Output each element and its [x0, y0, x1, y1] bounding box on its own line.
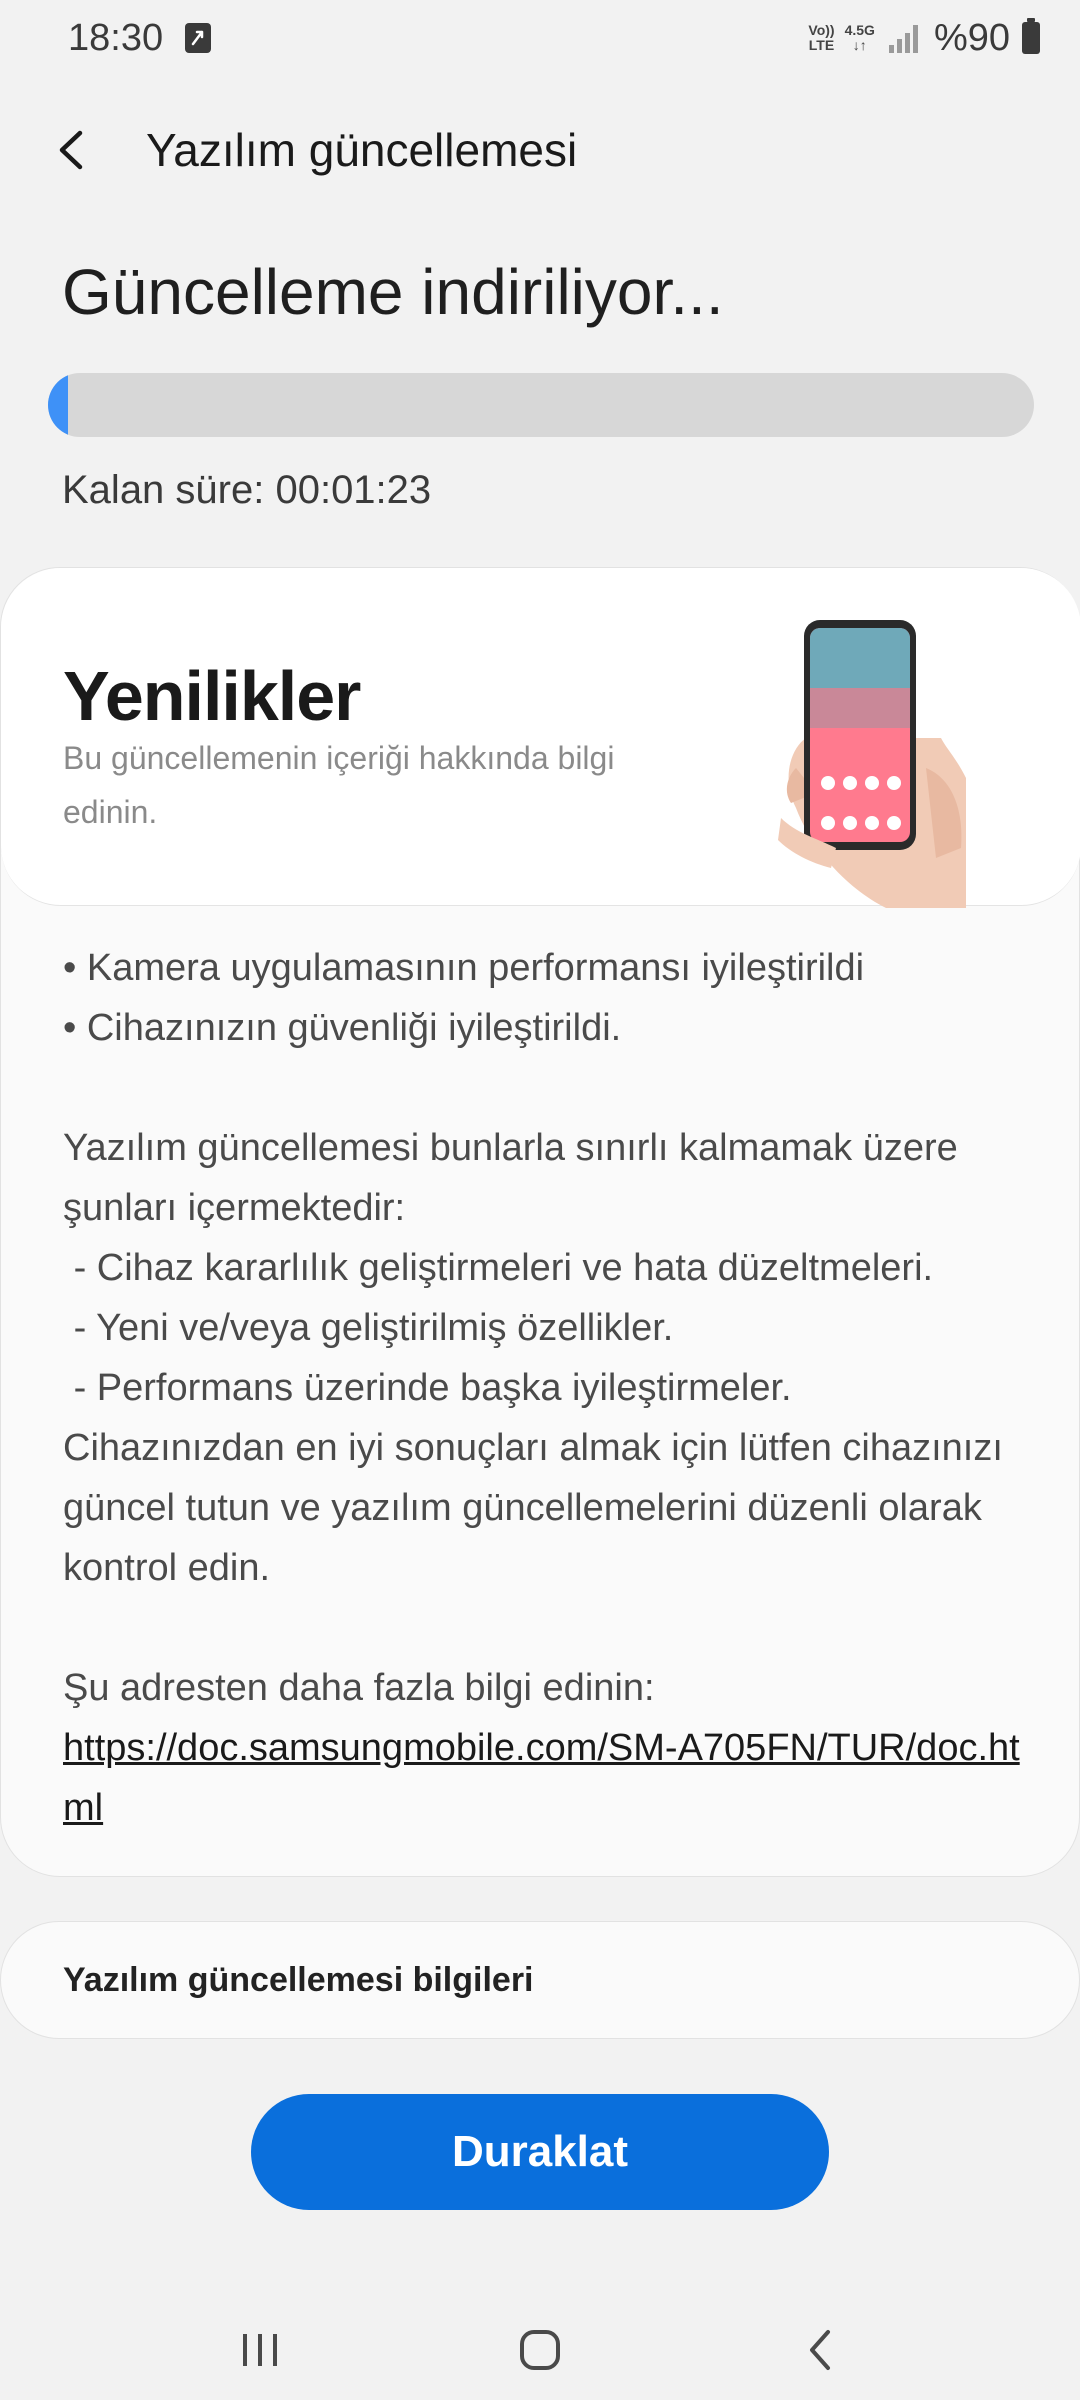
network-icon: 4.5G ↓↑: [844, 22, 875, 53]
phone-in-hand-illustration: [776, 618, 966, 908]
home-icon: [516, 2326, 564, 2374]
nav-back-button[interactable]: [760, 2310, 880, 2390]
release-note-line: Cihazınızdan en iyi sonuçları almak için lütfen cihazınızı güncel tutun ve yazılım güncellemelerini düzenli olarak kontrol edin.: [63, 1427, 1014, 1589]
whats-new-header: [1, 568, 1080, 906]
status-bar: [0, 0, 1080, 76]
pause-button[interactable]: [251, 2094, 829, 2210]
release-note-line: - Performans üzerinde başka iyileştirmeler.: [63, 1367, 792, 1409]
whats-new-card: [0, 567, 1080, 1877]
signal-icon: [889, 23, 918, 53]
app-header: [0, 110, 1080, 190]
software-update-info-row[interactable]: [0, 1921, 1080, 2039]
status-left: [68, 17, 211, 60]
more-info-link[interactable]: https://doc.samsungmobile.com/SM-A705FN/TUR/doc.html: [63, 1727, 1020, 1829]
release-note-line: Şu adresten daha fazla bilgi edinin:: [63, 1667, 655, 1709]
navigation-bar: [0, 2300, 1080, 2400]
release-note-line: - Cihaz kararlılık geliştirmeleri ve hata düzeltmeleri.: [63, 1247, 934, 1289]
release-note-line: • Cihazınızın güvenliği iyileştirildi.: [63, 1007, 622, 1049]
volte-icon: Vo)) LTE: [808, 22, 835, 53]
whats-new-heading: Yenilikler: [63, 657, 361, 735]
download-title: Güncelleme indiriliyor...: [62, 256, 724, 328]
release-note-line: Yazılım güncellemesi bunlarla sınırlı kalmamak üzere şunları içermektedir:: [63, 1127, 969, 1229]
download-progress-fill: [48, 373, 68, 437]
status-right: [808, 17, 1040, 60]
recents-button[interactable]: [200, 2310, 320, 2390]
spacer: [63, 1058, 1033, 1118]
back-arrow-icon: [52, 125, 92, 175]
release-note-line: - Yeni ve/veya geliştirilmiş özellikler.: [63, 1307, 674, 1349]
page-title: Yazılım güncellemesi: [146, 124, 578, 176]
back-button[interactable]: [32, 110, 112, 190]
release-notes: [63, 938, 1033, 1838]
battery-icon: [1022, 22, 1040, 54]
battery-percent: %90: [933, 16, 1010, 59]
remaining-time: Kalan süre: 00:01:23: [62, 468, 432, 512]
info-row-label: Yazılım güncellemesi bilgileri: [63, 1960, 534, 1999]
back-icon: [800, 2326, 840, 2374]
status-time: 18:30: [68, 16, 164, 59]
spacer: [63, 1598, 1033, 1658]
pause-button-label: Duraklat: [451, 2127, 629, 2176]
recents-icon: [238, 2328, 282, 2372]
release-note-line: • Kamera uygulamasının performansı iyileştirildi: [63, 947, 865, 989]
whats-new-subtitle: Bu güncellemenin içeriği hakkında bilgi edinin.: [63, 740, 615, 830]
download-progress-bar: [48, 373, 1034, 437]
home-button[interactable]: [480, 2310, 600, 2390]
notification-icon: [185, 23, 211, 53]
